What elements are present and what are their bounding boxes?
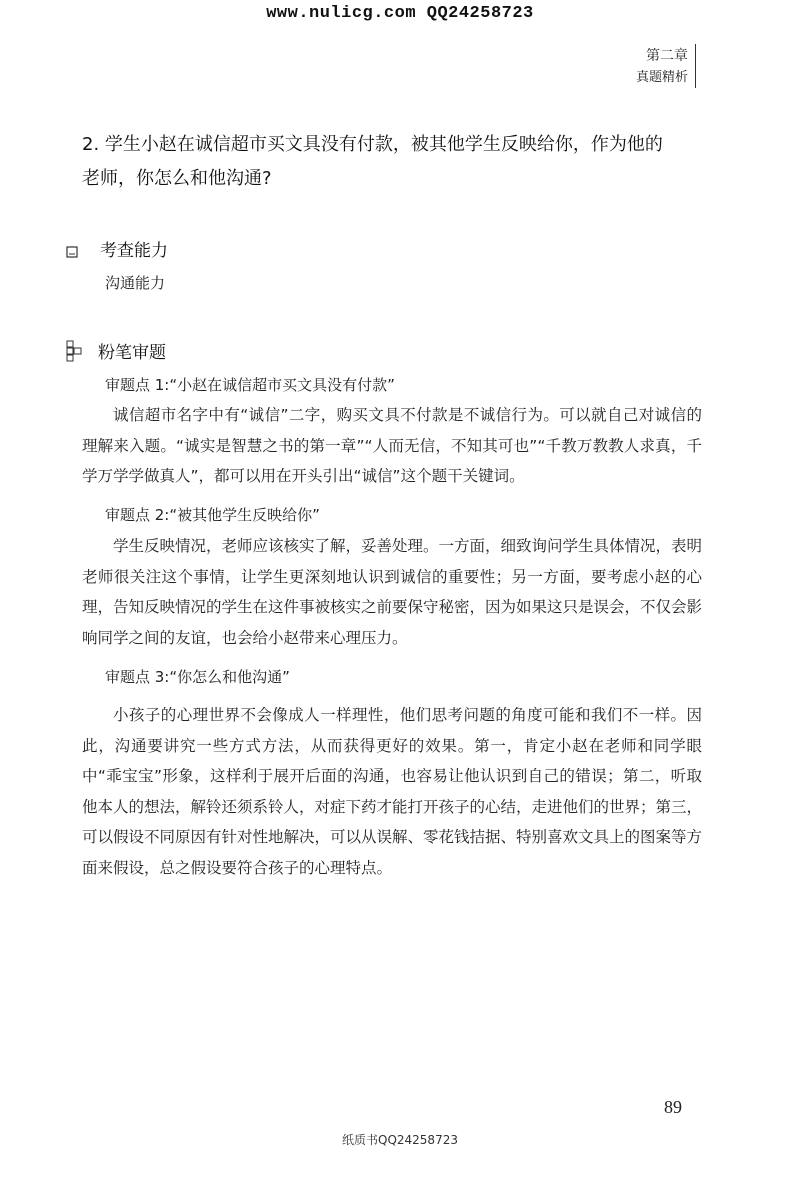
section-review-heading [66, 338, 166, 363]
chapter-label: 第二章 [646, 48, 688, 64]
site-watermark-header: www.nulicg.com QQ24258723 [266, 4, 534, 23]
review-point-3-text: 小孩子的心理世界不会像成人一样理性，他们思考问题的角度可能和我们不一样。因此，沟通要讲究一些方式方法，从而获得更好的效果。第一，肯定小赵在老师和同学眼中“乖宝宝”形象，这样利于展开后面的沟通，也容易让他认识到自己的错误；第二，听取他本人的想法，解铃还须系铃人，对症下药才能打开孩子的心结，走进他们的世界；第三，可以假设不同原因有针对性地解决，可以从误解、零花钱拮据、特别喜欢文具上的图案等方面来假设，总之假设要符合孩子的心理特点。 [82, 706, 703, 877]
section-label: 真题精析 [635, 70, 688, 85]
section-ability-heading [66, 236, 168, 261]
review-point-1-text: 诚信超市名字中有“诚信”二字，购买文具不付款是不诚信行为。可以就自己对诚信的理解来入题。“诚实是智慧之书的第一章”“人而无信，不知其可也”“千教万教教人求真，千学万学学做真人”，都可以用在开头引出“诚信”这个题干关键词。 [82, 406, 702, 485]
question-line-1: 2. 学生小赵在诚信超市买文具没有付款，被其他学生反映给你，作为他的 [82, 134, 663, 155]
review-point-3-label: 审题点 3:“你怎么和他沟通” [105, 668, 290, 686]
grid-doc-icon [66, 340, 82, 362]
footer-note: 纸质书QQ24258723 [342, 1133, 458, 1147]
section-review-title: 粉笔审题 [98, 343, 166, 363]
page-number: 89 [664, 1097, 682, 1117]
review-point-1-label: 审题点 1:“小赵在诚信超市买文具没有付款” [105, 376, 395, 394]
question-line-2: 老师，你怎么和他沟通? [82, 168, 272, 189]
review-point-2-label: 审题点 2:“被其他学生反映给你” [105, 506, 320, 524]
question-text [82, 128, 702, 196]
review-point-2-text: 学生反映情况，老师应该核实了解，妥善处理。一方面，细致询问学生具体情况，表明老师很关注这个事情，让学生更深刻地认识到诚信的重要性；另一方面，要考虑小赵的心理，告知反映情况的学生在这件事被核实之前要保守秘密，因为如果这只是误会，不仅会影响同学之间的友谊，也会给小赵带来心理压力。 [82, 537, 703, 647]
running-head [636, 46, 688, 88]
ability-content: 沟通能力 [105, 274, 166, 292]
section-ability-title: 考查能力 [100, 241, 168, 261]
header-divider [695, 44, 696, 88]
checkbox-icon [66, 243, 78, 255]
